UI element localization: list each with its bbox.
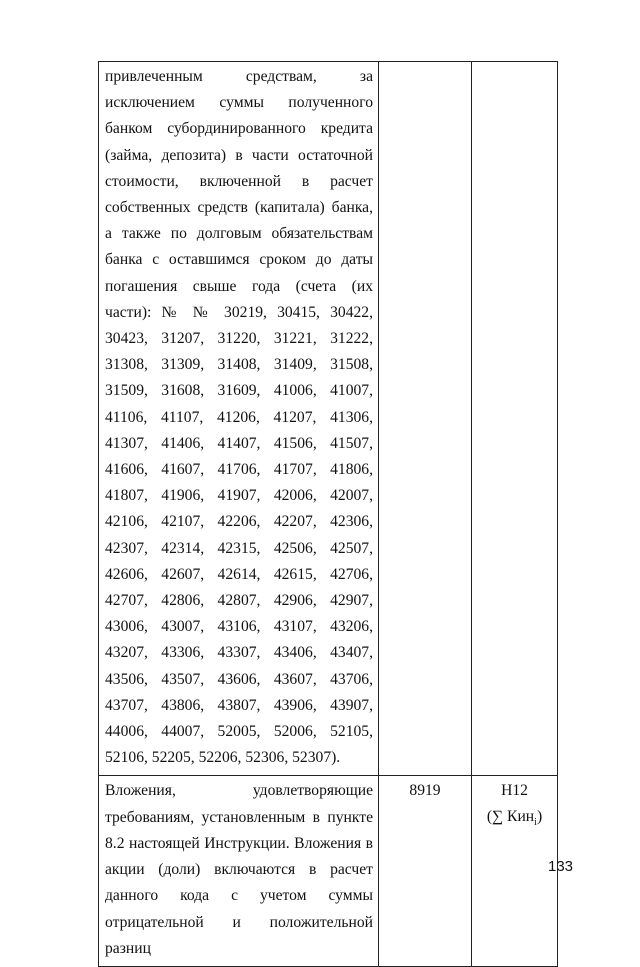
row-description: Вложения, удовлетворяющие требованиям, установленным в пункте 8.2 настоящей Инструкции. Вложения в акции (доли) включаются в расчет данного кода с учетом суммы отрицательной и положительной разниц — [105, 782, 373, 957]
page-number: 133 — [548, 858, 574, 875]
table-row — [99, 62, 558, 776]
code-cell — [379, 776, 472, 966]
calc-cell — [472, 62, 558, 776]
description-cell — [99, 776, 379, 966]
formula-suffix: ) — [536, 808, 543, 826]
code-value: 8919 — [409, 782, 441, 800]
normatives-table — [98, 61, 558, 967]
formula-subscript: i — [534, 817, 537, 829]
calc-cell — [472, 776, 558, 966]
code-cell — [379, 62, 472, 776]
formula-prefix: (∑ Кин — [486, 808, 535, 826]
calc-formula — [472, 804, 557, 836]
table-row — [99, 776, 558, 966]
normative-label: Н12 — [501, 782, 528, 800]
description-cell — [99, 62, 379, 776]
row-description: привлеченным средствам, за исключением суммы полученного банком субординированного кредита (займа, депозита) в части остаточной стоимости, включенной в расчет собственных средств (капитала) банка, а также по долговым обязательствам банка с оставшимся сроком до даты погашения свыше года (счета (их части): № № 30219, 30415, 30422, 30423, 31207, 31220, 31221, 31222, 31308, 31309, 31408, 31409, 31508, 31509, 31608, 31609, 41006, 41007, 41106, 41107, 41206, 41207, 41306, 41307, 41406, 41407, 41506, 41507, 41606, 41607, 41706, 41707, 41806, 41807, 41906, 41907, 42006, 42007, 42106, 42107, 42206, 42207, 42306, 42307, 42314, 42315, 42506, 42507, 42606, 42607, 42614, 42615, 42706, 42707, 42806, 42807, 42906, 42907, 43006, 43007, 43106, 43107, 43206, 43207, 43306, 43307, 43406, 43407, 43506, 43507, 43606, 43607, 43706, 43707, 43806, 43807, 43906, 43907, 44006, 44007, 52005, 52006, 52105, 52106, 52205, 52206, 52306, 52307). — [105, 68, 373, 767]
